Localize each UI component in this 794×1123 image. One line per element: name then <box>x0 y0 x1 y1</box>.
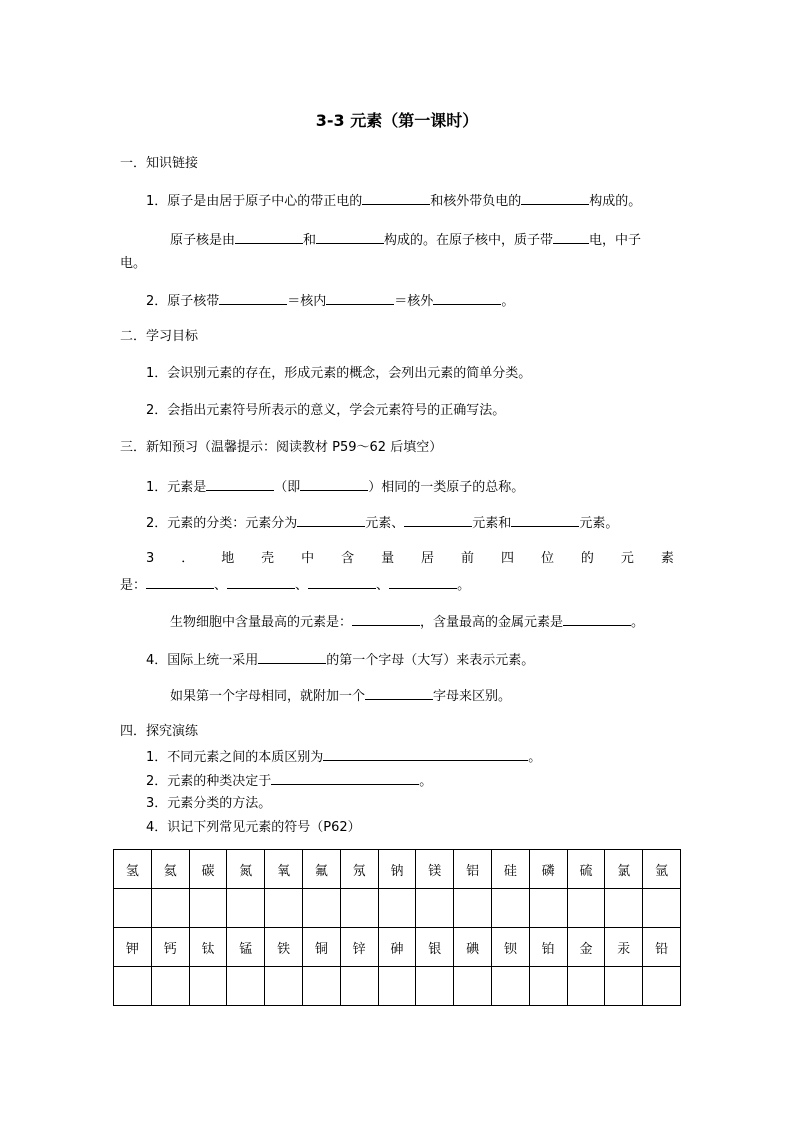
text: 元素、 <box>365 516 405 531</box>
blank-field[interactable] <box>563 613 631 626</box>
symbol-answer-cell[interactable] <box>114 889 152 928</box>
blank-field[interactable] <box>271 772 419 785</box>
section3-q3-line1 <box>146 551 674 567</box>
element-name-cell: 铂 <box>529 928 567 967</box>
element-name-cell: 硅 <box>491 850 529 889</box>
symbol-answer-cell[interactable] <box>151 889 189 928</box>
element-name-cell: 磷 <box>529 850 567 889</box>
symbol-answer-cell[interactable] <box>491 889 529 928</box>
text: 原子核是由 <box>170 233 236 248</box>
symbol-answer-cell[interactable] <box>454 889 492 928</box>
symbol-answer-cell[interactable] <box>491 967 529 1006</box>
element-name-cell: 碘 <box>454 928 492 967</box>
blank-field[interactable] <box>316 231 384 244</box>
element-name-cell: 氟 <box>302 850 340 889</box>
blank-field[interactable] <box>326 292 394 305</box>
symbol-answer-cell[interactable] <box>302 967 340 1006</box>
table-row-names-2 <box>114 928 681 967</box>
text: 3 <box>146 551 155 566</box>
section4-q4: 4．识记下列常见元素的符号（P62） <box>146 820 361 835</box>
element-name-cell: 氖 <box>340 850 378 889</box>
symbol-answer-cell[interactable] <box>529 889 567 928</box>
symbol-answer-cell[interactable] <box>265 967 303 1006</box>
text: 构成的。 <box>589 194 642 209</box>
text: 2．元素的种类决定于 <box>146 774 272 789</box>
symbol-answer-cell[interactable] <box>378 967 416 1006</box>
section3-heading: 三．新知预习（温馨提示：阅读教材 P59～62 后填空） <box>120 440 443 455</box>
element-name-cell: 铁 <box>265 928 303 967</box>
text: 元 <box>620 551 634 566</box>
text: 1．不同元素之间的本质区别为 <box>146 750 324 765</box>
table-row-symbols-1 <box>114 889 681 928</box>
text: ＝核外 <box>394 294 434 309</box>
section3-q3-line2 <box>120 576 470 594</box>
symbol-answer-cell[interactable] <box>227 889 265 928</box>
section2-heading: 二．学习目标 <box>120 329 199 344</box>
element-name-cell: 铅 <box>643 928 681 967</box>
symbol-answer-cell[interactable] <box>378 889 416 928</box>
blank-field[interactable] <box>553 231 589 244</box>
text: 壳 <box>261 551 275 566</box>
text: 和 <box>303 233 317 248</box>
section3-q1 <box>146 478 524 496</box>
text: 1．元素是 <box>146 480 207 495</box>
element-name-cell: 氢 <box>114 850 152 889</box>
text: 地 <box>221 551 235 566</box>
element-name-cell: 汞 <box>605 928 643 967</box>
text: 。 <box>501 294 515 309</box>
element-name-cell: 钙 <box>151 928 189 967</box>
symbol-answer-cell[interactable] <box>567 889 605 928</box>
section1-heading: 一．知识链接 <box>120 156 199 171</box>
blank-field[interactable] <box>258 651 326 664</box>
element-name-cell: 钠 <box>378 850 416 889</box>
element-name-cell: 镁 <box>416 850 454 889</box>
section3-q3-line3 <box>170 613 644 631</box>
text: 居 <box>421 551 435 566</box>
text: （即 <box>274 480 301 495</box>
text: 的 <box>580 551 594 566</box>
section4-q1 <box>146 748 541 766</box>
text: 、 <box>295 578 309 593</box>
section3-q4 <box>146 651 534 669</box>
element-name-cell: 金 <box>567 928 605 967</box>
text: 。 <box>419 774 433 789</box>
text: ＝核内 <box>287 294 327 309</box>
element-name-cell: 碳 <box>189 850 227 889</box>
symbol-answer-cell[interactable] <box>605 889 643 928</box>
blank-field[interactable] <box>404 514 472 527</box>
section4-q3: 3．元素分类的方法。 <box>146 796 272 811</box>
symbol-answer-cell[interactable] <box>529 967 567 1006</box>
section3-q2 <box>146 514 618 532</box>
element-name-cell: 锰 <box>227 928 265 967</box>
section3-q4-line2 <box>170 687 511 705</box>
blank-field[interactable] <box>323 748 528 761</box>
text: 1．原子是由居于原子中心的带正电的 <box>146 194 363 209</box>
element-name-cell: 氧 <box>265 850 303 889</box>
blank-field[interactable] <box>362 192 430 205</box>
text: 构成的。在原子核中，质子带 <box>384 233 554 248</box>
text: 。 <box>457 578 471 593</box>
text: 的第一个字母（大写）来表示元素。 <box>326 653 535 668</box>
symbol-answer-cell[interactable] <box>302 889 340 928</box>
blank-field[interactable] <box>511 514 579 527</box>
element-name-cell: 钾 <box>114 928 152 967</box>
text: 电，中子 <box>589 233 642 248</box>
text: 素 <box>660 551 674 566</box>
text: 、 <box>214 578 228 593</box>
text: 、 <box>376 578 390 593</box>
section4-heading: 四．探究演练 <box>120 724 199 739</box>
text: 如果第一个字母相同，就附加一个 <box>170 689 366 704</box>
element-name-cell: 氦 <box>151 850 189 889</box>
symbol-answer-cell[interactable] <box>643 889 681 928</box>
blank-field[interactable] <box>297 514 365 527</box>
symbol-answer-cell[interactable] <box>265 889 303 928</box>
blank-field[interactable] <box>433 292 501 305</box>
page-title: 3-3 元素（第一课时） <box>315 111 479 130</box>
element-name-cell: 氮 <box>227 850 265 889</box>
section1-q1-line2 <box>170 231 641 249</box>
text: 是： <box>120 578 147 593</box>
section2-item1: 1．会识别元素的存在，形成元素的概念，会列出元素的简单分类。 <box>146 366 532 381</box>
symbol-answer-cell[interactable] <box>189 889 227 928</box>
element-name-cell: 铝 <box>454 850 492 889</box>
symbol-answer-cell[interactable] <box>416 889 454 928</box>
text: 含 <box>341 551 355 566</box>
section1-q1-line3: 电。 <box>120 256 147 271</box>
symbol-answer-cell[interactable] <box>227 967 265 1006</box>
element-name-cell: 氩 <box>643 850 681 889</box>
section2-item2: 2．会指出元素符号所表示的意义，学会元素符号的正确写法。 <box>146 403 506 418</box>
text: 量 <box>381 551 395 566</box>
text: 2．原子核带 <box>146 294 220 309</box>
text: ）相同的一类原子的总称。 <box>368 480 525 495</box>
section4-q2 <box>146 772 432 790</box>
symbol-answer-cell[interactable] <box>189 967 227 1006</box>
element-name-cell: 砷 <box>378 928 416 967</box>
text: 四 <box>500 551 514 566</box>
blank-field[interactable] <box>389 576 457 589</box>
blank-field[interactable] <box>300 478 368 491</box>
symbol-answer-cell[interactable] <box>454 967 492 1006</box>
blank-field[interactable] <box>206 478 274 491</box>
text: 元素和 <box>472 516 512 531</box>
table-row-names-1 <box>114 850 681 889</box>
blank-field[interactable] <box>219 292 287 305</box>
element-name-cell: 硫 <box>567 850 605 889</box>
text: 前 <box>461 551 475 566</box>
symbol-answer-cell[interactable] <box>643 967 681 1006</box>
text: 生物细胞中含量最高的元素是： <box>170 615 353 630</box>
blank-field[interactable] <box>521 192 589 205</box>
element-name-cell: 锌 <box>340 928 378 967</box>
text: 4．国际上统一采用 <box>146 653 259 668</box>
text: 元素。 <box>579 516 619 531</box>
text: 字母来区别。 <box>433 689 512 704</box>
text: 。 <box>528 750 542 765</box>
symbol-answer-cell[interactable] <box>114 967 152 1006</box>
text: ，含量最高的金属元素是 <box>420 615 564 630</box>
symbol-answer-cell[interactable] <box>151 967 189 1006</box>
text: 和核外带负电的 <box>430 194 522 209</box>
symbol-answer-cell[interactable] <box>416 967 454 1006</box>
blank-field[interactable] <box>146 576 214 589</box>
table-row-symbols-2 <box>114 967 681 1006</box>
blank-field[interactable] <box>227 576 295 589</box>
element-name-cell: 银 <box>416 928 454 967</box>
blank-field[interactable] <box>235 231 303 244</box>
text: 位 <box>540 551 554 566</box>
blank-field[interactable] <box>365 687 433 700</box>
blank-field[interactable] <box>352 613 420 626</box>
symbol-answer-cell[interactable] <box>340 889 378 928</box>
element-symbol-table <box>113 849 681 1006</box>
symbol-answer-cell[interactable] <box>605 967 643 1006</box>
text: 中 <box>301 551 315 566</box>
blank-field[interactable] <box>308 576 376 589</box>
text: 。 <box>631 615 645 630</box>
element-name-cell: 钡 <box>491 928 529 967</box>
text: 2．元素的分类：元素分为 <box>146 516 298 531</box>
element-name-cell: 铜 <box>302 928 340 967</box>
element-name-cell: 钛 <box>189 928 227 967</box>
symbol-answer-cell[interactable] <box>340 967 378 1006</box>
section1-q2 <box>146 292 514 310</box>
text: ． <box>181 551 195 566</box>
section1-q1-line1 <box>146 192 641 210</box>
symbol-answer-cell[interactable] <box>567 967 605 1006</box>
element-name-cell: 氯 <box>605 850 643 889</box>
